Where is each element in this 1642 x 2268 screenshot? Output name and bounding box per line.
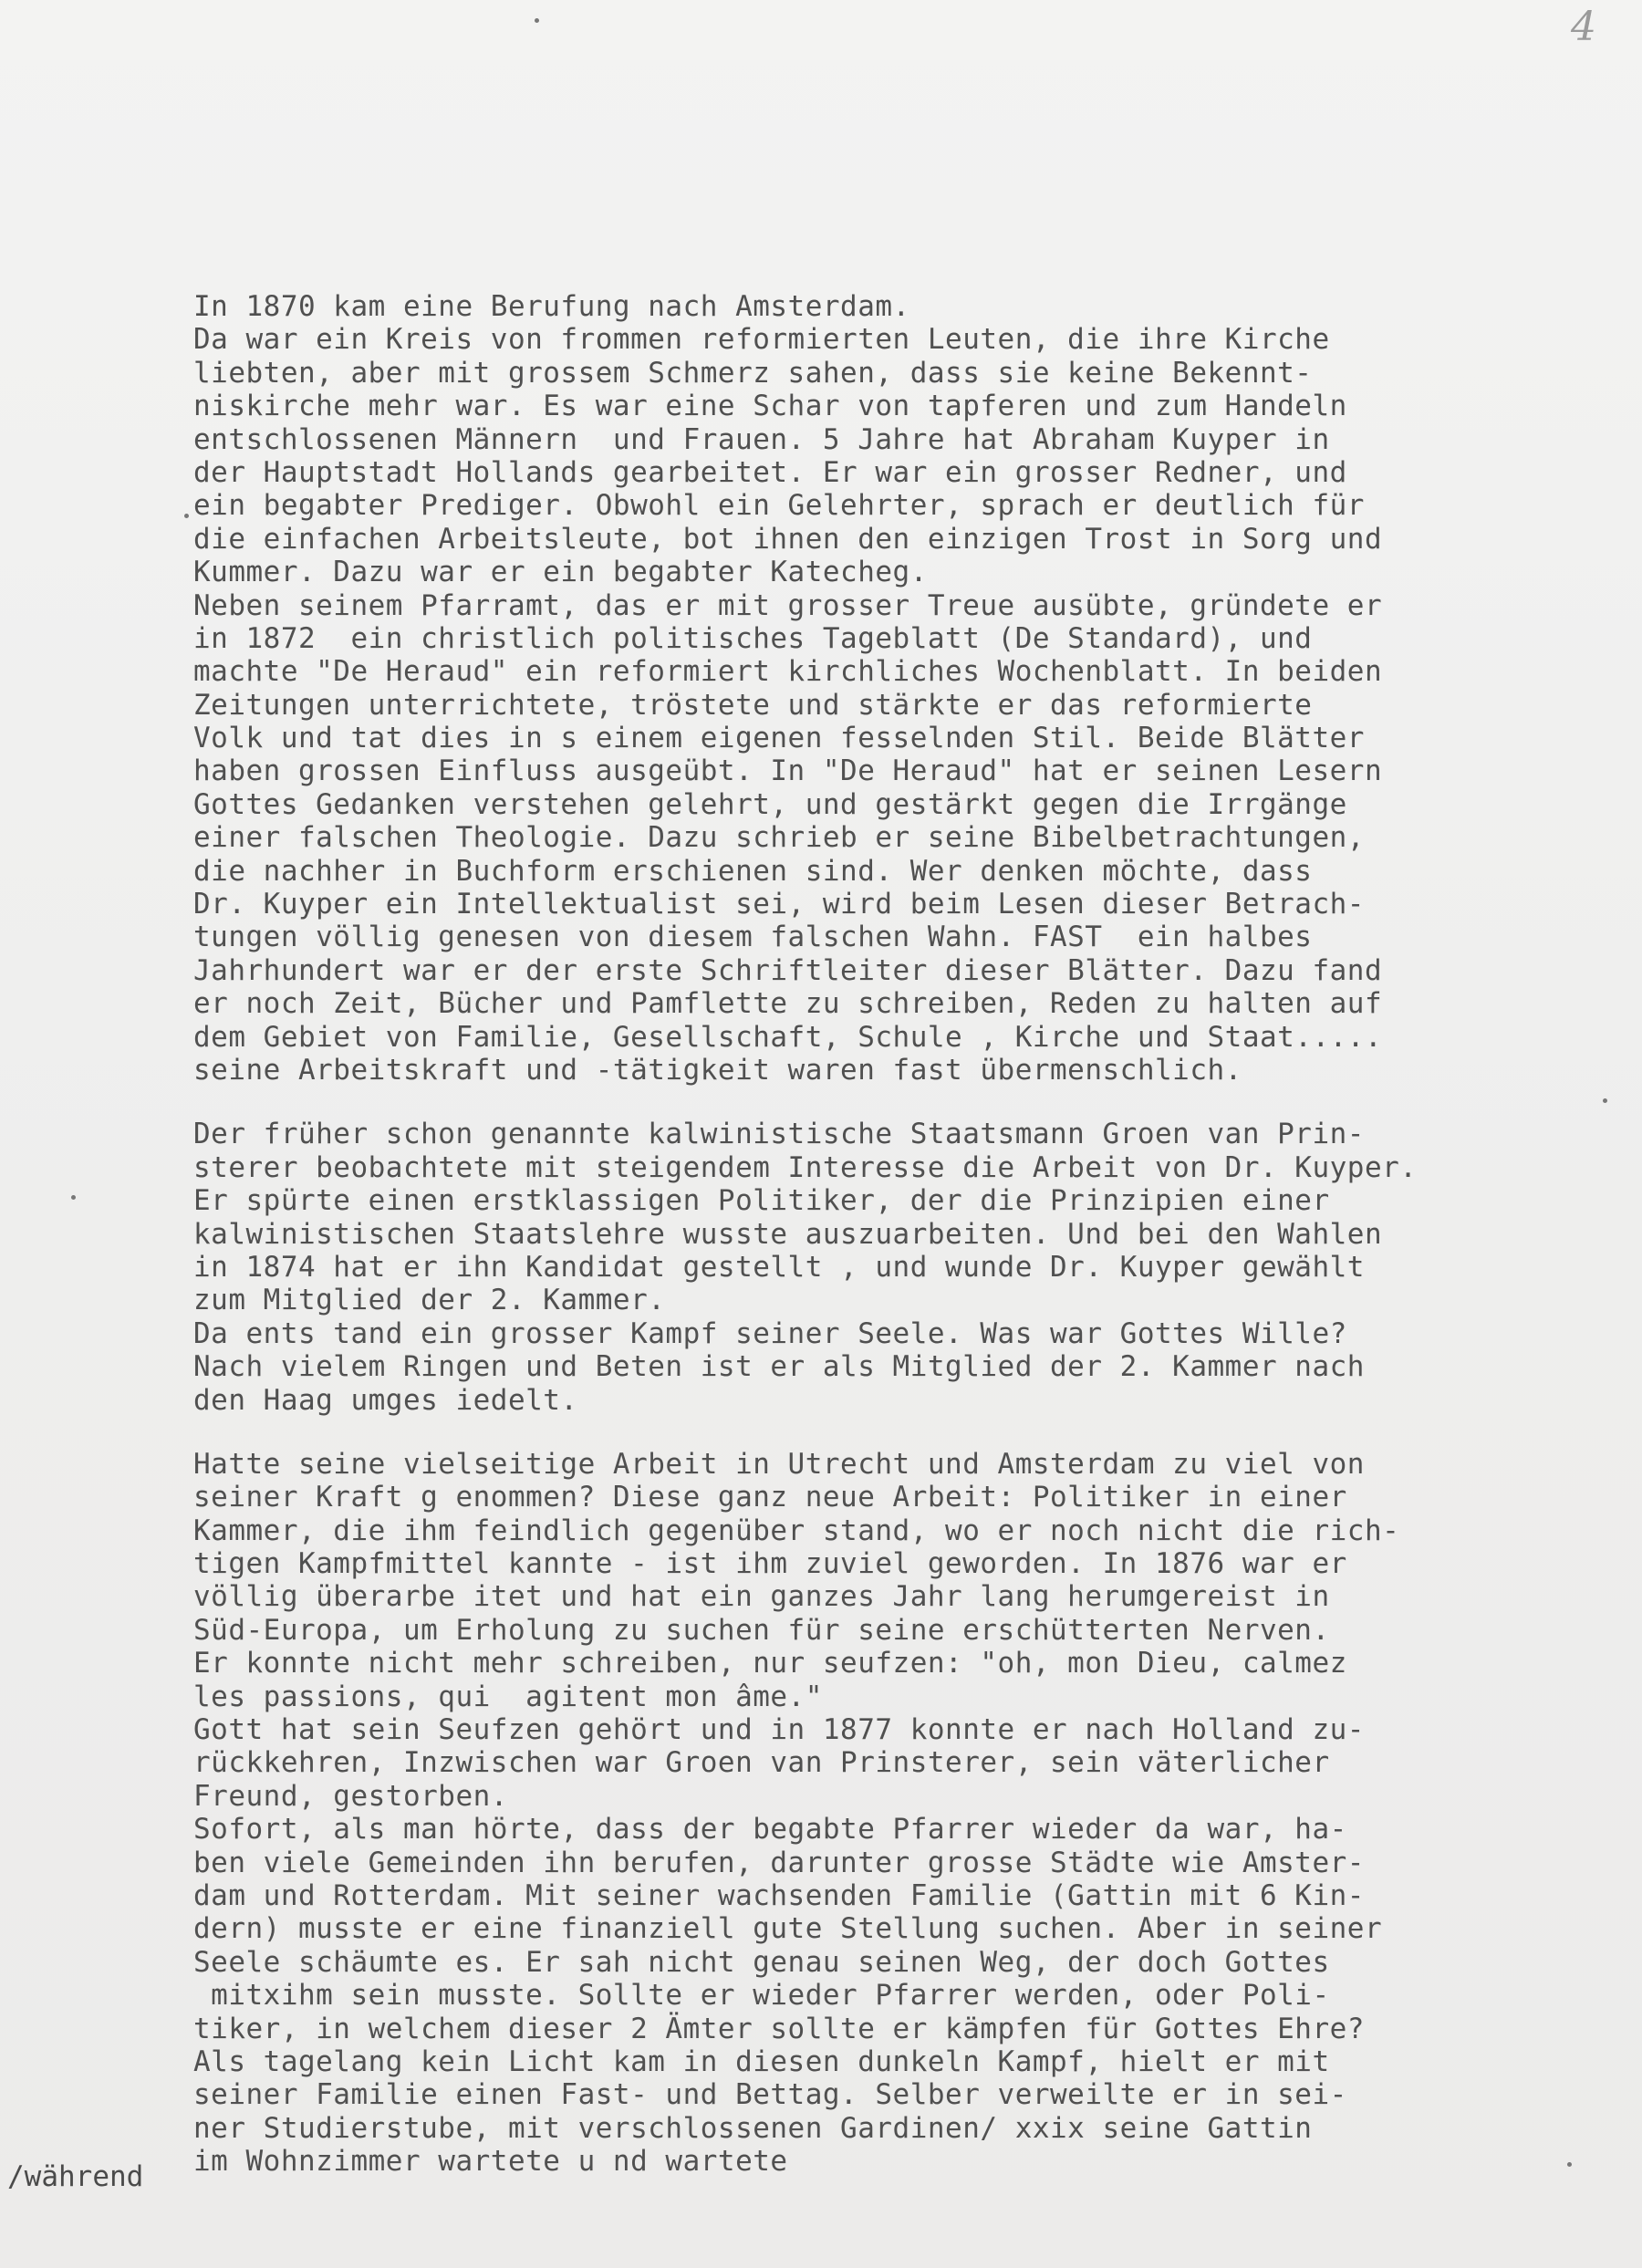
text-line: Gottes Gedanken verstehen gelehrt, und gestärkt gegen die Irrgänge <box>193 787 1347 821</box>
text-line: Der früher schon genannte kalwinistische Staatsmann Groen van Prin- <box>193 1118 1365 1151</box>
text-line: Süd-Europa, um Erholung zu suchen für seine erschütterten Nerven. <box>193 1613 1330 1647</box>
text-line: Sofort, als man hörte, dass der begabte Pfarrer wieder da war, ha- <box>193 1813 1347 1847</box>
text-line: seiner Familie einen Fast- und Bettag. Selber verweilte er in sei- <box>193 2078 1347 2112</box>
text-line: zum Mitglied der 2. Kammer. <box>193 1284 666 1317</box>
text-line: liebten, aber mit grossem Schmerz sahen, dass sie keine Bekennt- <box>193 356 1313 390</box>
text-line: Zeitungen unterrichtete, tröstete und stärkte er das reformierte <box>193 688 1313 722</box>
paragraph <box>193 1448 1598 2179</box>
text-line: Er konnte nicht mehr schreiben, nur seufzen: "oh, mon Dieu, calmez <box>193 1647 1347 1680</box>
text-line: kalwinistischen Staatslehre wusste auszuarbeiten. Und bei den Wahlen <box>193 1217 1383 1251</box>
paragraph <box>193 290 1598 1087</box>
text-line: Volk und tat dies in s einem eigenen fesselnden Stil. Beide Blätter <box>193 722 1365 755</box>
text-line: Nach vielem Ringen und Beten ist er als Mitglied der 2. Kammer nach <box>193 1350 1365 1384</box>
text-line: ner Studierstube, mit verschlossenen Gardinen/ xxix seine Gattin <box>193 2111 1313 2145</box>
text-line: Neben seinem Pfarramt, das er mit grosser Treue ausübte, gründete er <box>193 588 1383 622</box>
text-line: Jahrhundert war er der erste Schriftleiter dieser Blätter. Dazu fand <box>193 953 1383 987</box>
text-line: in 1874 hat er ihn Kandidat gestellt , und wunde Dr. Kuyper gewählt <box>193 1250 1365 1284</box>
paragraph <box>193 1118 1598 1417</box>
text-line: Freund, gestorben. <box>193 1779 508 1813</box>
text-line: in 1872 ein christlich politisches Tageblatt (De Standard), und <box>193 621 1313 655</box>
text-line: In 1870 kam eine Berufung nach Amsterdam. <box>193 290 910 323</box>
text-line: haben grossen Einfluss ausgeübt. In "De Heraud" hat er seinen Lesern <box>193 754 1383 788</box>
text-line: entschlossenen Männern und Frauen. 5 Jahre hat Abraham Kuyper in <box>193 422 1330 456</box>
text-line: dem Gebiet von Familie, Gesellschaft, Schule , Kirche und Staat..... <box>193 1020 1383 1054</box>
text-line: die einfachen Arbeitsleute, bot ihnen den einzigen Trost in Sorg und <box>193 522 1383 556</box>
text-line: Hatte seine vielseitige Arbeit in Utrecht und Amsterdam zu viel von <box>193 1447 1365 1481</box>
text-line: Da ents tand ein grosser Kampf seiner Seele. Was war Gottes Wille? <box>193 1316 1347 1350</box>
ink-speck <box>1603 1098 1607 1103</box>
text-line: im Wohnzimmer wartete u nd wartete <box>193 2145 788 2179</box>
text-line: die nachher in Buchform erschienen sind. Wer denken möchte, dass <box>193 854 1313 888</box>
paragraph-gap <box>193 1087 1598 1118</box>
text-line: niskirche mehr war. Es war eine Schar von tapferen und zum Handeln <box>193 390 1347 423</box>
text-line: Als tagelang kein Licht kam in diesen dunkeln Kampf, hielt er mit <box>193 2044 1330 2078</box>
text-line: les passions, qui agitent mon âme." <box>193 1680 823 1713</box>
text-line: Gott hat sein Seufzen gehört und in 1877 konnte er nach Holland zu- <box>193 1713 1365 1747</box>
text-line: den Haag umges iedelt. <box>193 1383 578 1417</box>
text-line: Dr. Kuyper ein Intellektualist sei, wird beim Lesen dieser Betrach- <box>193 888 1365 921</box>
text-line: seine Arbeitskraft und -tätigkeit waren fast übermenschlich. <box>193 1053 1242 1087</box>
text-line: Seele schäumte es. Er sah nicht genau seinen Weg, der doch Gottes <box>193 1945 1330 1979</box>
margin-note: /während <box>7 2160 144 2193</box>
text-line: ben viele Gemeinden ihn berufen, darunter grosse Städte wie Amster- <box>193 1846 1365 1879</box>
text-line: Kummer. Dazu war er ein begabter Katecheg. <box>193 556 928 589</box>
text-line: Da war ein Kreis von frommen reformierten Leuten, die ihre Kirche <box>193 323 1330 357</box>
text-line: Kammer, die ihm feindlich gegenüber stand, wo er noch nicht die rich- <box>193 1514 1400 1547</box>
text-line: mitxihm sein musste. Sollte er wieder Pfarrer werden, oder Poli- <box>193 1979 1330 2013</box>
text-line: machte "De Heraud" ein reformiert kirchliches Wochenblatt. In beiden <box>193 655 1383 689</box>
text-line: sterer beobachtete mit steigendem Interesse die Arbeit von Dr. Kuyper. <box>193 1150 1418 1184</box>
text-line: tiker, in welchem dieser 2 Ämter sollte er kämpfen für Gottes Ehre? <box>193 2012 1365 2045</box>
text-line: er noch Zeit, Bücher und Pamflette zu schreiben, Reden zu halten auf <box>193 987 1383 1021</box>
text-line: tungen völlig genesen von diesem falschen Wahn. FAST ein halbes <box>193 921 1313 954</box>
text-line: dam und Rotterdam. Mit seiner wachsenden Familie (Gattin mit 6 Kin- <box>193 1878 1365 1912</box>
text-line: dern) musste er eine finanziell gute Stellung suchen. Aber in seiner <box>193 1912 1383 1946</box>
text-line: Er spürte einen erstklassigen Politiker, der die Prinzipien einer <box>193 1184 1330 1218</box>
text-line: ein begabter Prediger. Obwohl ein Gelehrter, sprach er deutlich für <box>193 489 1365 523</box>
ink-speck <box>535 18 539 23</box>
paragraph-gap <box>193 1417 1598 1448</box>
text-line: völlig überarbe itet und hat ein ganzes Jahr lang herumgereist in <box>193 1580 1330 1614</box>
text-line: einer falschen Theologie. Dazu schrieb er seine Bibelbetrachtungen, <box>193 821 1365 855</box>
ink-speck <box>184 514 189 518</box>
typewritten-text <box>193 290 1598 2178</box>
text-line: rückkehren, Inzwischen war Groen van Prinsterer, sein väterlicher <box>193 1746 1330 1780</box>
ink-speck <box>71 1195 76 1200</box>
page-number: 4 <box>1571 4 1596 50</box>
text-line: tigen Kampfmittel kannte - ist ihm zuviel geworden. In 1876 war er <box>193 1547 1347 1581</box>
text-line: der Hauptstadt Hollands gearbeitet. Er war ein grosser Redner, und <box>193 455 1347 489</box>
text-line: seiner Kraft g enommen? Diese ganz neue Arbeit: Politiker in einer <box>193 1481 1347 1514</box>
